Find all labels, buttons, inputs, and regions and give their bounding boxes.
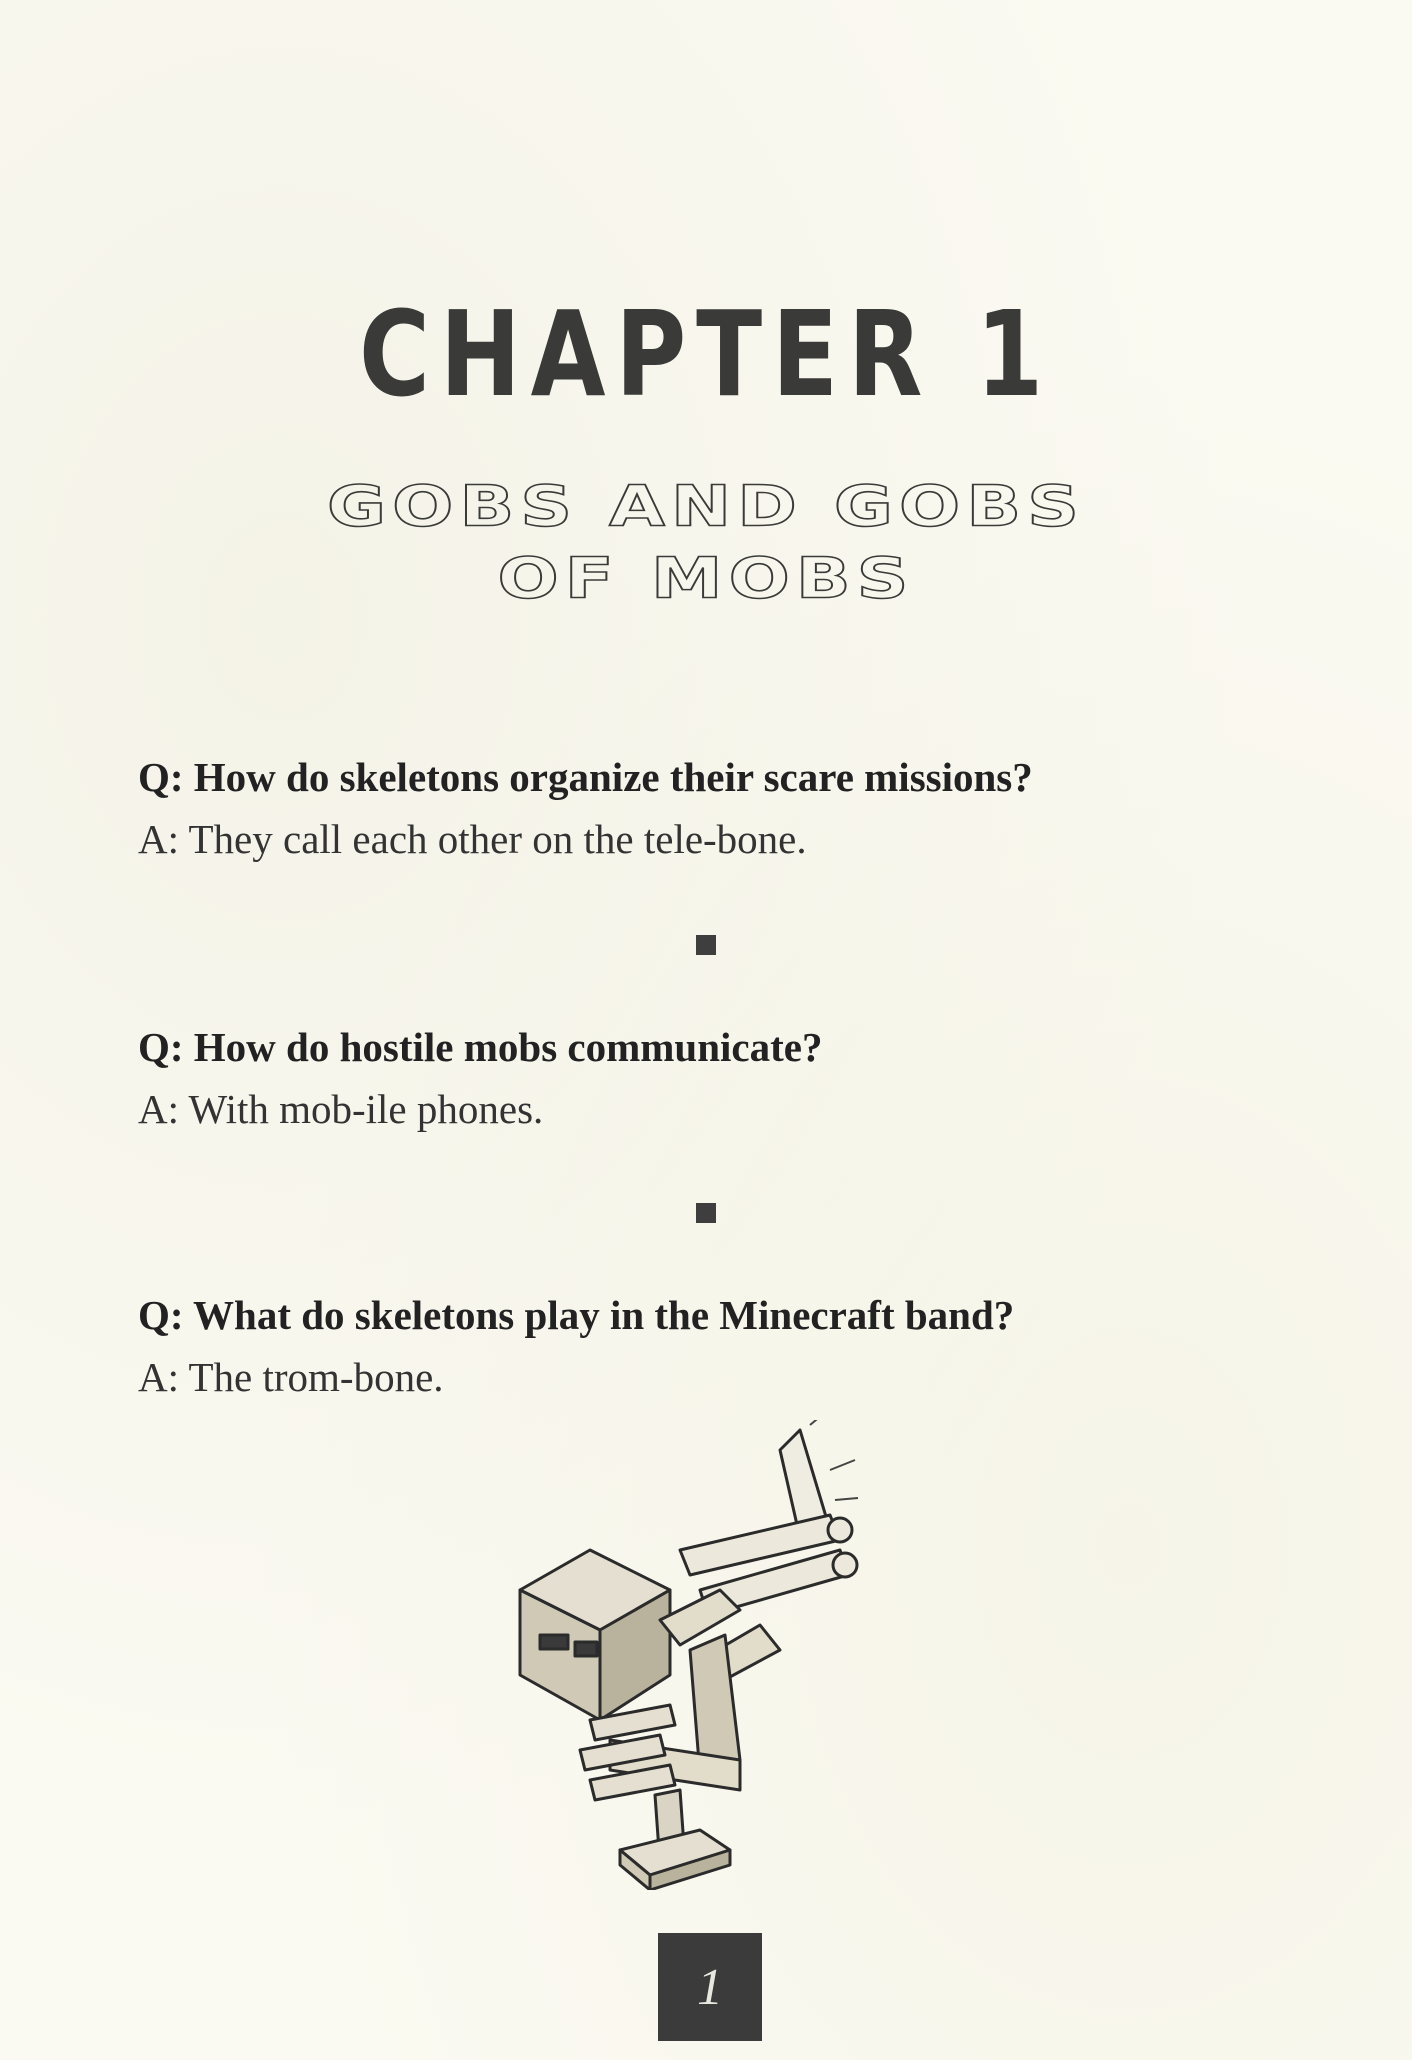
chapter-heading: CHAPTER 1 (359, 285, 1053, 423)
page-number-box (658, 1933, 762, 2041)
joke-2 (138, 1022, 1288, 1134)
joke-1 (138, 752, 1288, 864)
joke-answer: A: With mob-ile phones. (138, 1086, 544, 1132)
joke-answer: A: The trom-bone. (138, 1354, 444, 1400)
joke-3 (138, 1290, 1288, 1402)
joke-question: Q: What do skeletons play in the Minecraft band? (138, 1292, 1015, 1338)
chapter-title (0, 470, 1412, 614)
separator-square (696, 935, 716, 955)
chapter-title-line-1: GOBS AND GOBS (327, 473, 1085, 539)
page-number: 1 (697, 1958, 723, 2016)
separator-square (696, 1203, 716, 1223)
chapter-title-line-2: OF MOBS (497, 545, 915, 611)
joke-question: Q: How do hostile mobs communicate? (138, 1024, 823, 1070)
skeleton-playing-trombone-illustration (500, 1420, 900, 1890)
joke-question: Q: How do skeletons organize their scare missions? (138, 754, 1033, 800)
joke-answer: A: They call each other on the tele-bone. (138, 816, 807, 862)
